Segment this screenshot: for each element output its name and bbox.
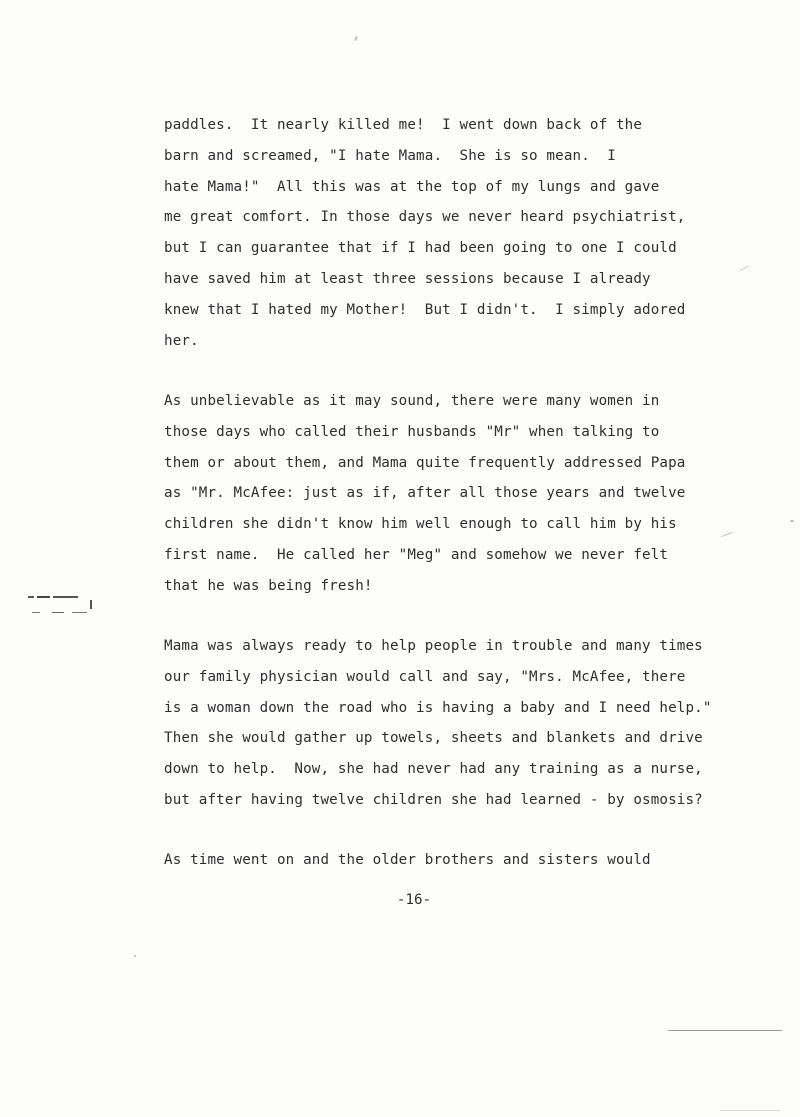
paragraph-3 [164, 631, 764, 816]
text-line: is a woman down the road who is having a baby and I need help." [164, 699, 712, 716]
text-line: that he was being fresh! [164, 577, 373, 594]
scan-speck [354, 36, 358, 41]
text-line: her. [164, 332, 199, 349]
text-line: children she didn't know him well enough to call him by his [164, 516, 677, 533]
text-line: them or about them, and Mama quite frequently addressed Papa [164, 454, 686, 471]
paragraph-2 [164, 386, 764, 602]
text-line: down to help. Now, she had never had any training as a nurse, [164, 761, 703, 778]
paragraph-1 [164, 110, 764, 356]
text-line: hate Mama!" All this was at the top of my lungs and gave [164, 178, 660, 195]
text-line: me great comfort. In those days we never heard psychiatrist, [164, 209, 686, 226]
text-line: as "Mr. McAfee: just as if, after all those years and twelve [164, 485, 686, 502]
text-line: paddles. It nearly killed me! I went down back of the [164, 117, 643, 133]
text-line: Mama was always ready to help people in trouble and many times [164, 638, 703, 654]
text-line: As unbelievable as it may sound, there were many women in [164, 393, 660, 409]
text-line: As time went on and the older brothers and sisters would [164, 852, 651, 868]
scan-mark [32, 612, 87, 613]
scan-speck [134, 955, 136, 957]
text-line: our family physician would call and say, "Mrs. McAfee, there [164, 668, 686, 685]
text-line: but I can guarantee that if I had been going to one I could [164, 240, 677, 257]
scan-rule [668, 1030, 782, 1031]
text-line: knew that I hated my Mother! But I didn't. I simply adored [164, 301, 686, 318]
scan-speck [790, 520, 794, 522]
text-line: have saved him at least three sessions because I already [164, 270, 651, 287]
text-line: Then she would gather up towels, sheets and blankets and drive [164, 730, 703, 747]
text-line: first name. He called her "Meg" and somehow we never felt [164, 546, 669, 563]
text-line: but after having twelve children she had learned - by osmosis? [164, 791, 703, 808]
scan-mark [90, 600, 92, 609]
text-line: barn and screamed, "I hate Mama. She is so mean. I [164, 147, 616, 164]
paragraph-4 [164, 845, 764, 876]
page-number: -16- [396, 892, 432, 908]
scan-speck [720, 1110, 780, 1111]
scan-mark [28, 596, 78, 598]
text-line: those days who called their husbands "Mr" when talking to [164, 423, 660, 440]
